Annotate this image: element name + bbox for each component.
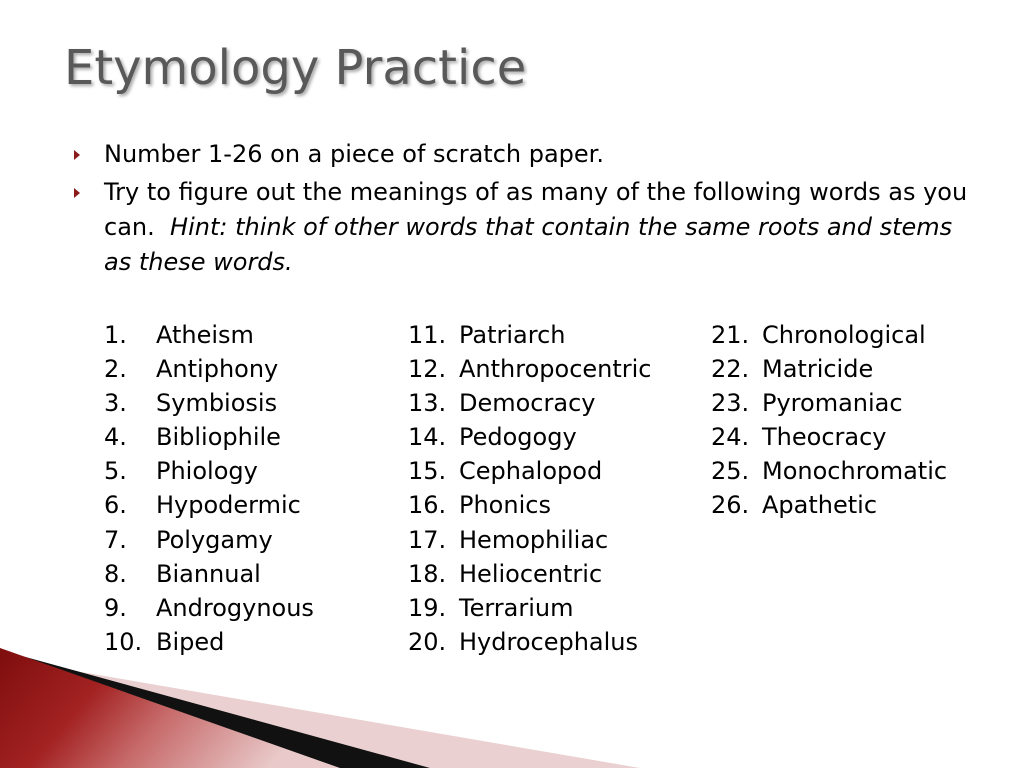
word-number: 11. [408, 321, 447, 349]
bullet-item [74, 175, 974, 280]
word-number: 3. [104, 389, 127, 418]
word-text: Patriarch [459, 321, 566, 349]
word-number: 22. [711, 355, 750, 384]
word-text: Bibliophile [156, 423, 281, 452]
word-item [104, 352, 314, 386]
word-number: 19. [408, 593, 447, 622]
bullet-text: Number 1-26 on a piece of scratch paper. [104, 140, 604, 168]
word-text: Hydrocephalus [459, 627, 639, 656]
word-item [104, 591, 314, 625]
word-item [711, 454, 947, 488]
bullet-item [74, 137, 974, 172]
word-text: Monochromatic [762, 457, 948, 486]
word-item [104, 420, 314, 454]
word-number: 18. [408, 559, 447, 588]
word-item [104, 625, 314, 659]
word-item [408, 352, 652, 386]
word-number: 21. [711, 321, 750, 349]
word-number: 24. [711, 423, 750, 452]
bullet-list [74, 137, 974, 283]
word-item [408, 454, 652, 488]
triangle-bullet-icon [74, 150, 80, 160]
word-number: 15. [408, 457, 447, 486]
word-text: Polygamy [156, 525, 273, 554]
word-text: Pedogogy [459, 423, 577, 452]
word-number: 6. [104, 491, 127, 520]
slide-title: Etymology Practice [64, 40, 527, 96]
word-number: 5. [104, 457, 127, 486]
word-text: Pyromaniac [762, 389, 903, 418]
word-column-2 [408, 318, 652, 659]
word-item [711, 488, 947, 522]
word-number: 23. [711, 389, 750, 418]
word-text: Matricide [762, 355, 874, 384]
word-item [408, 557, 652, 591]
word-number: 10. [104, 627, 143, 656]
bullet-hint: Hint: think of other words that contain the same roots and stems as these words. [104, 213, 953, 276]
word-text: Democracy [459, 389, 596, 418]
word-item [711, 420, 947, 454]
word-text: Hemophiliac [459, 525, 609, 554]
word-text: Atheism [156, 321, 254, 349]
word-text: Biped [156, 627, 225, 656]
word-text: Androgynous [156, 593, 314, 622]
word-item [104, 488, 314, 522]
word-text: Terrarium [459, 593, 574, 622]
word-item [408, 386, 652, 420]
word-number: 12. [408, 355, 447, 384]
word-number: 4. [104, 423, 127, 452]
word-item [711, 318, 947, 352]
word-text: Heliocentric [459, 559, 603, 588]
word-number: 13. [408, 389, 447, 418]
triangle-bullet-icon [74, 188, 80, 198]
word-text: Chronological [762, 321, 926, 349]
word-number: 14. [408, 423, 447, 452]
word-text: Apathetic [762, 491, 878, 520]
word-number: 1. [104, 321, 127, 349]
word-item [104, 386, 314, 420]
word-item [408, 420, 652, 454]
word-text: Antiphony [156, 355, 279, 384]
word-item [408, 318, 652, 352]
word-text: Symbiosis [156, 389, 278, 418]
word-text: Phonics [459, 491, 551, 520]
word-number: 26. [711, 491, 750, 520]
word-item [104, 318, 314, 352]
word-number: 8. [104, 559, 127, 588]
word-number: 2. [104, 355, 127, 384]
word-item [104, 557, 314, 591]
word-item [104, 523, 314, 557]
word-text: Cephalopod [459, 457, 603, 486]
word-text: Hypodermic [156, 491, 301, 520]
word-text: Anthropocentric [459, 355, 652, 384]
word-number: 25. [711, 457, 750, 486]
word-number: 17. [408, 525, 447, 554]
word-text: Biannual [156, 559, 261, 588]
word-column-3 [711, 318, 947, 523]
word-item [408, 625, 652, 659]
word-column-1 [104, 318, 314, 659]
bullet-text: Try to figure out the meanings of as many of the following words as you can. [104, 178, 968, 241]
word-item [408, 591, 652, 625]
word-item [104, 454, 314, 488]
word-item [408, 523, 652, 557]
word-number: 9. [104, 593, 127, 622]
word-number: 7. [104, 525, 127, 554]
word-number: 20. [408, 627, 447, 656]
word-text: Phiology [156, 457, 258, 486]
word-item [408, 488, 652, 522]
word-number: 16. [408, 491, 447, 520]
word-item [711, 386, 947, 420]
word-item [711, 352, 947, 386]
word-text: Theocracy [762, 423, 887, 452]
